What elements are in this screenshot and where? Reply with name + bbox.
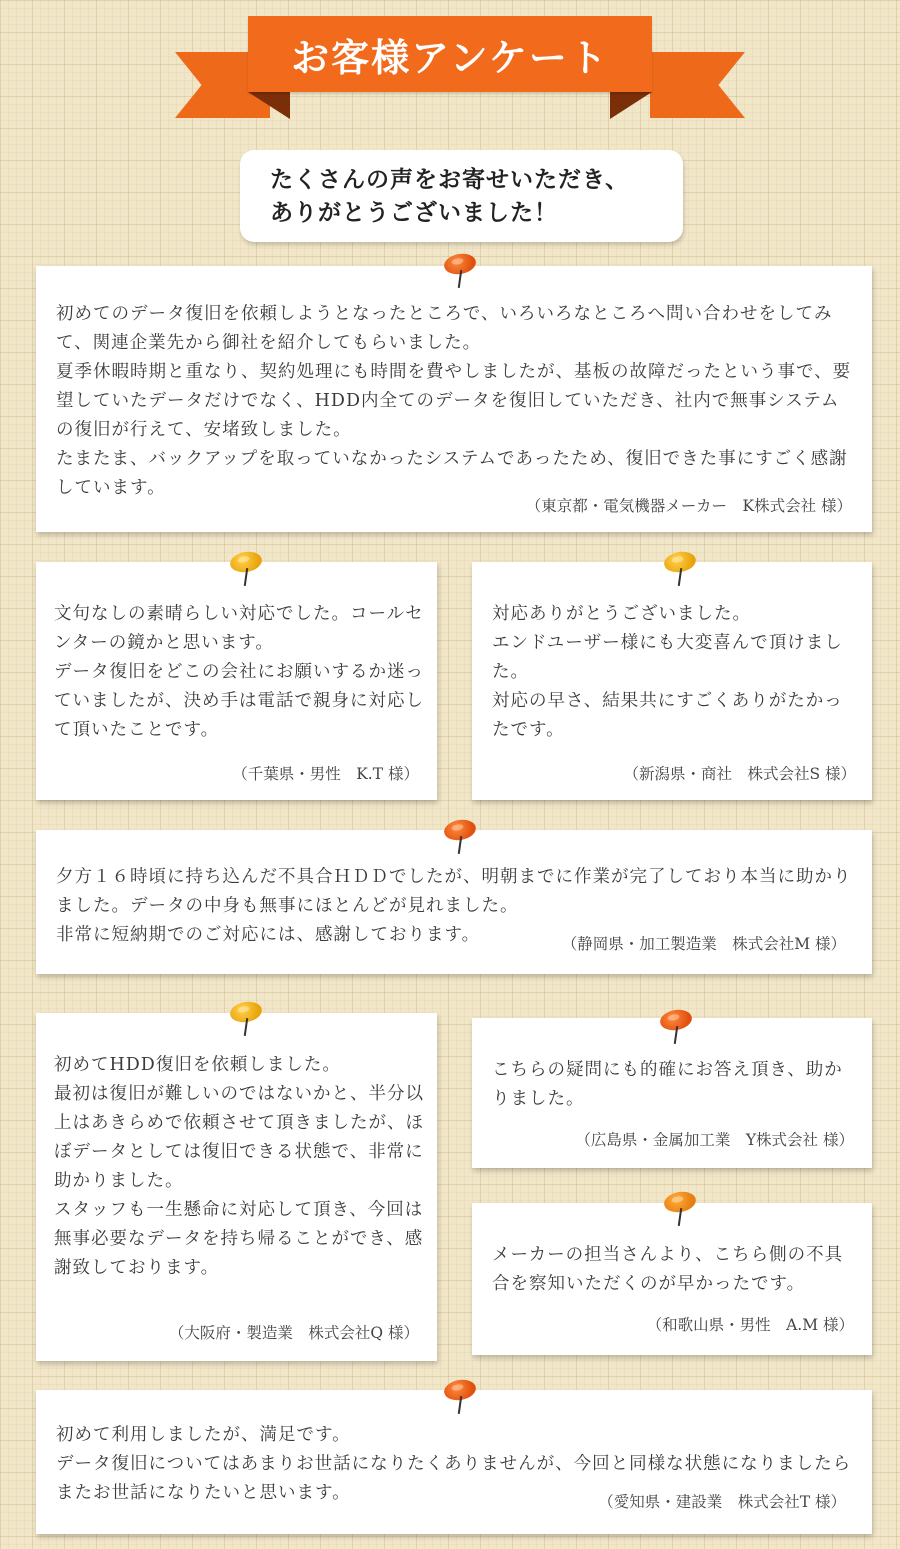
pushpin-icon xyxy=(226,1000,266,1042)
pushpin-icon xyxy=(440,818,480,860)
testimonial-text: こちらの疑問にも的確にお答え頂き、助かりました。 xyxy=(492,1060,843,1109)
testimonial-text: 初めて利用しましたが、満足です。 データ復旧についてはあまりお世話になりたくありませんが、今回と同様な状態になりましたらまたお世話になりたいと思います。 xyxy=(56,1425,852,1503)
pushpin-icon xyxy=(660,1190,700,1232)
testimonial-signature: （広島県・金属加工業 Y株式会社 様） xyxy=(575,1131,854,1149)
ribbon-fold-right xyxy=(610,92,652,119)
testimonial-signature: （千葉県・男性 K.T 様） xyxy=(232,765,419,783)
testimonial-text: 文句なしの素晴らしい対応でした。コールセンターの鏡かと思います。 データ復旧をどこの会社にお願いするか迷っていましたが、決め手は電話で親身に対応して頂いたことです。 xyxy=(54,604,424,740)
intro-text xyxy=(270,163,629,229)
testimonial-signature: （愛知県・建設業 株式会社T 様） xyxy=(598,1493,846,1511)
pushpin-icon xyxy=(440,252,480,294)
testimonial-signature: （和歌山県・男性 A.M 様） xyxy=(646,1316,854,1334)
testimonial-text: 初めてのデータ復旧を依頼しようとなったところで、いろいろなところへ問い合わせをしてみて、関連企業先から御社を紹介してもらいました。 夏季休暇時期と重なり、契約処理にも時間を費やしましたが、基板の故障だったという事で、要望していたデータだけでなく、HDD内全てのデータを復旧していただき、社内で無事システムの復旧が行えて、安堵致しました。 たまたま、バックアップを取っていなかったシステムであったため、復旧できた事にすごく感謝しています。 xyxy=(56,304,852,498)
testimonial-card xyxy=(36,266,872,532)
testimonial-card xyxy=(36,1013,437,1361)
testimonial-card xyxy=(36,562,437,800)
testimonial-signature: （東京都・電気機器メーカー K株式会社 様） xyxy=(525,497,852,515)
pushpin-icon xyxy=(660,550,700,592)
testimonial-signature: （大阪府・製造業 株式会社Q 様） xyxy=(168,1324,419,1342)
title-ribbon xyxy=(0,0,900,130)
testimonial-signature: （新潟県・商社 株式会社S 様） xyxy=(623,765,856,783)
pushpin-icon xyxy=(440,1378,480,1420)
testimonial-text: 対応ありがとうございました。 エンドユーザー様にも大変喜んで頂けました。 対応の早さ、結果共にすごくありがたかったです。 xyxy=(492,604,843,740)
testimonial-signature: （静岡県・加工製造業 株式会社M 様） xyxy=(561,935,846,953)
pushpin-icon xyxy=(226,550,266,592)
pushpin-icon xyxy=(656,1008,696,1050)
ribbon-fold-left xyxy=(248,92,290,119)
intro-line-2: ありがとうございました！ xyxy=(270,199,558,226)
testimonial-text: 初めてHDD復旧を依頼しました。 最初は復旧が難しいのではないかと、半分以上はあきらめで依頼させて頂きましたが、ほぼデータとしては復旧できる状態で、非常に助かりました。 スタッフも一生懸命に対応して頂き、今回は無事必要なデータを持ち帰ることができ、感謝致しております。 xyxy=(54,1055,424,1278)
page-title: お客様アンケート xyxy=(248,16,652,92)
ribbon-tail-right xyxy=(650,52,745,118)
testimonial-text: 夕方１６時頃に持ち込んだ不具合ＨＤＤでしたが、明朝までに作業が完了しており本当に助かりました。データの中身も無事にほとんどが見れました。 非常に短納期でのご対応には、感謝しております。 xyxy=(56,867,852,945)
testimonial-card xyxy=(472,562,872,800)
intro-line-1: たくさんの声をお寄せいただき、 xyxy=(270,166,630,193)
intro-bubble xyxy=(240,150,683,242)
testimonial-text: メーカーの担当さんより、こちら側の不具合を察知いただくのが早かったです。 xyxy=(492,1245,844,1294)
